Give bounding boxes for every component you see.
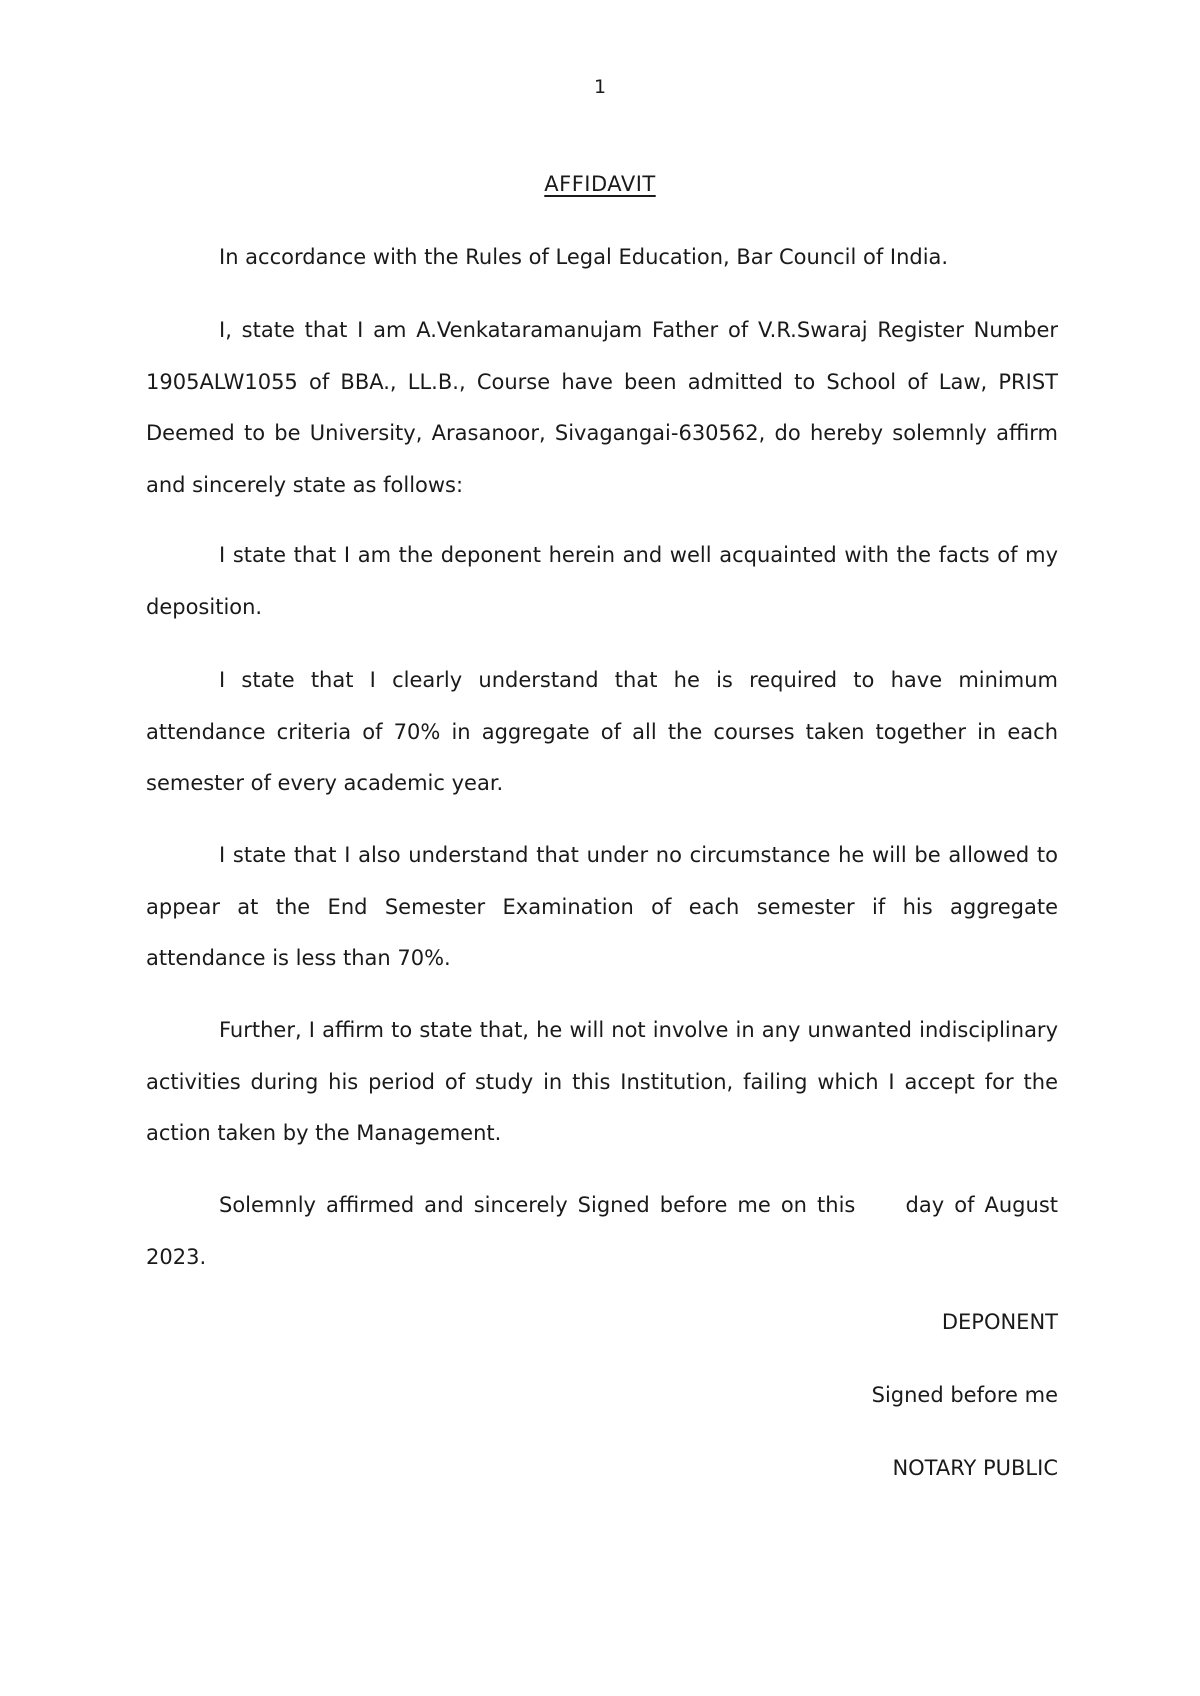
signed-before-label: Signed before me <box>871 1383 1058 1407</box>
paragraph-solemn-affirmation: Solemnly affirmed and sincerely Signed before me on this day of August 2023. <box>146 1193 1065 1269</box>
paragraph-conduct: Further, I affirm to state that, he will not involve in any unwanted indisciplinary activities during his period of study in this Institution, failing which I accept for the action taken by the Management. <box>146 1018 1058 1145</box>
paragraph-declaration: I, state that I am A.Venkataramanujam Father of V.R.Swaraj Register Number 1905ALW1055 of BBA., LL.B., Course have been admitted to School of Law, PRIST Deemed to be University, Arasanoor, Sivagangai-630562, do hereby solemnly affirm and sincerely state as follows: <box>146 318 1058 497</box>
paragraph-accordance: In accordance with the Rules of Legal Education, Bar Council of India. <box>219 245 949 269</box>
document-title: AFFIDAVIT <box>544 172 656 196</box>
page-number: 1 <box>593 76 607 98</box>
deponent-label: DEPONENT <box>941 1310 1058 1334</box>
paragraph-attendance-criteria: I state that I clearly understand that he is required to have minimum attendance criteria of 70% in aggregate of all the courses taken together in each semester of every academic year. <box>146 668 1058 795</box>
paragraph-exam-eligibility: I state that I also understand that under no circumstance he will be allowed to appear at the End Semester Examination of each semester if his aggregate attendance is less than 70%. <box>146 843 1058 970</box>
notary-label: NOTARY PUBLIC <box>892 1456 1058 1480</box>
paragraph-deponent: I state that I am the deponent herein and well acquainted with the facts of my deposition. <box>146 543 1058 619</box>
